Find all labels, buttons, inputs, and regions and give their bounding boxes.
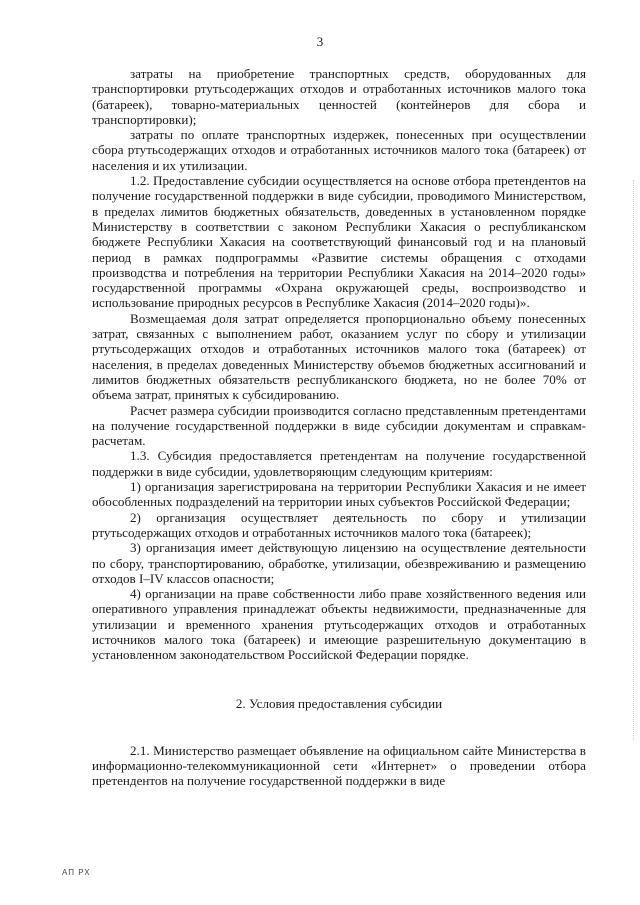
paragraph-compensation-share: Возмещаемая доля затрат определяется пропорционально объему понесенных затрат, связанных с выполнением работ, оказанием услуг по сбору и утилизации ртутьсодержащих отходов и отработанных источников малого тока (батареек) от населения, в пределах доведенных Министерству объемов бюджетных ассигнований и лимитов бюджетных обязательств республиканского бюджета, но не более 70% от объема затрат, принятых к субсидированию.: [92, 310, 586, 403]
criterion-2: 2) организация осуществляет деятельность по сбору и утилизации ртутьсодержащих отходов и отработанных источников малого тока (батареек);: [92, 509, 586, 540]
section-heading: 2. Условия предоставления субсидии: [235, 695, 443, 711]
paragraph-calculation: Расчет размера субсидии производится согласно представленным претендентами на получение государственной поддержки в виде субсидии документам и справкам-расчетам.: [92, 402, 586, 449]
document-body: [92, 66, 586, 789]
page-number: 3: [316, 34, 324, 49]
paragraph-1-2: 1.2. Предоставление субсидии осуществляется на основе отбора претендентов на получение государственной поддержки в виде субсидии, проводимого Министерством, в пределах лимитов бюджетных обязательств, доведенных в установленном порядке Министерству в соответствии с законом Республики Хакасия о республиканском бюджете Республики Хакасия на соответствующий финансовый год и на плановый период в рамках подпрограммы «Развитие системы обращения с отходами производства и потребления на территории Республики Хакасия на 2014–2020 годы» государственной программы «Охрана окружающей среды, воспроизводство и использование природных ресурсов в Республике Хакасия (2014–2020 годы)».: [92, 173, 586, 311]
scan-edge-dots: [633, 180, 634, 740]
paragraph-transport-costs: затраты на приобретение транспортных средств, оборудованных для транспортировки ртутьсодержащих отходов и отработанных источников малого тока (батареек), товарно-материальных ценностей (контейнеров для сбора и транспортировки);: [92, 66, 586, 127]
paragraph-2-1: 2.1. Министерство размещает объявление на официальном сайте Министерства в информационно-телекоммуникационной сети «Интернет» о проведении отбора претендентов на получение государственной поддержки в виде: [92, 742, 586, 789]
footer-mark: АП РХ: [62, 868, 91, 877]
criterion-1: 1) организация зарегистрирована на территории Республики Хакасия и не имеет обособленных подразделений на территории иных субъектов Российской Федерации;: [92, 479, 586, 510]
paragraph-transport-expenses: затраты по оплате транспортных издержек, понесенных при осуществлении сбора ртутьсодержащих отходов и отработанных источников малого тока (батареек) от населения и их утилизации.: [92, 127, 586, 173]
paragraph-1-3: 1.3. Субсидия предоставляется претендентам на получение государственной поддержки в виде субсидии, удовлетворяющим следующим критериям:: [92, 448, 586, 479]
criterion-3: 3) организация имеет действующую лицензию на осуществление деятельности по сбору, транспортированию, обработке, утилизации, обезвреживанию и размещению отходов I–IV классов опасности;: [92, 540, 586, 586]
criterion-4: 4) организации на праве собственности либо праве хозяйственного ведения или оперативного управления принадлежат объекты недвижимости, предназначенные для утилизации и временного хранения ртутьсодержащих отходов и отработанных источников малого тока (батареек) и имеющие разрешительную документацию в установленном законодательством Российской Федерации порядке.: [92, 586, 586, 663]
